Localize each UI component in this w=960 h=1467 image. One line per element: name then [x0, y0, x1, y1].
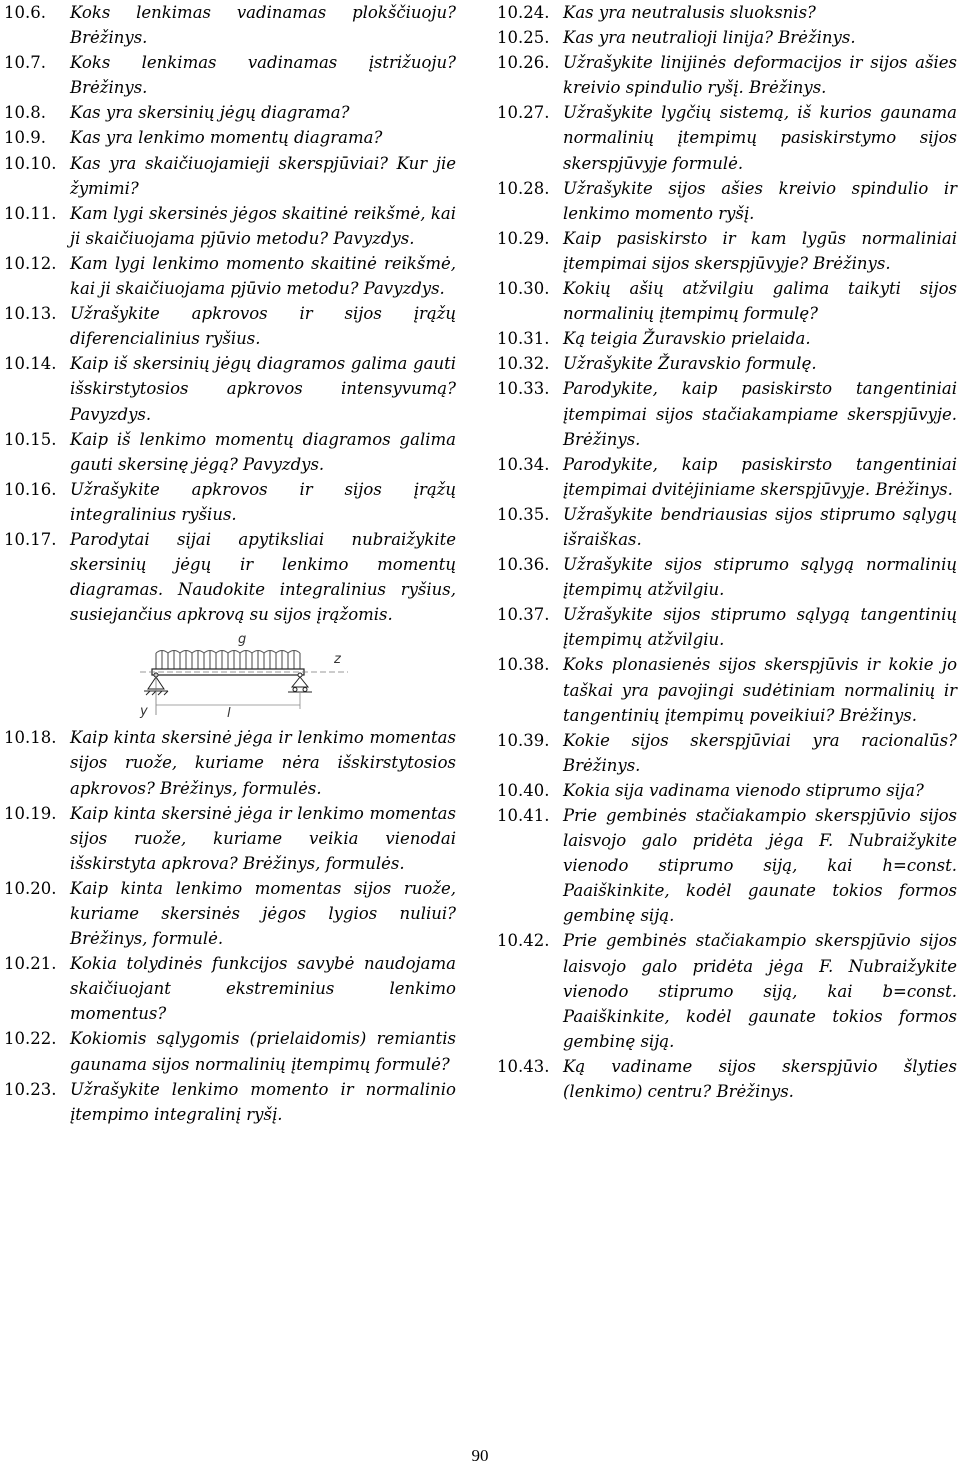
question-text: Kokie sijos skerspjūviai yra racionalūs? Brėžinys. [563, 730, 957, 775]
question-text: Kaip pasiskirsto ir kam lygūs normaliniai įtempimai sijos skerspjūvyje? Brėžinys. [563, 228, 957, 273]
question-10-16 [4, 477, 456, 527]
question-text: Kokių ašių atžvilgiu galima taikyti sijos normalinių įtempimų formulę? [563, 279, 957, 324]
question-10-28 [497, 176, 957, 226]
right-column [497, 0, 957, 1104]
question-number: 10.33. [497, 379, 550, 399]
question-number: 10.15. [4, 429, 57, 449]
question-10-42 [497, 928, 957, 1053]
left-column [4, 0, 456, 1127]
question-number: 10.38. [497, 655, 550, 675]
question-text: Kokiomis sąlygomis (prielaidomis) remiantis gaunama sijos normalinių įtempimų formulė? [70, 1029, 456, 1074]
question-text: Užrašykite bendriausias sijos stiprumo sąlygų išraiškas. [563, 504, 957, 549]
question-10-29 [497, 226, 957, 276]
question-text: Užrašykite sijos ašies kreivio spindulio ir lenkimo momento ryšį. [563, 178, 957, 223]
question-text: Užrašykite linijinės deformacijos ir sijos ašies kreivio spindulio ryšį. Brėžinys. [563, 53, 957, 98]
question-number: 10.28. [497, 178, 550, 198]
question-10-27 [497, 100, 957, 175]
question-text: Kokia sija vadinama vienodo stiprumo sija? [563, 780, 924, 800]
span-length-label: l [227, 706, 231, 722]
question-10-8 [4, 100, 456, 125]
question-number: 10.36. [497, 555, 550, 575]
question-text: Užrašykite apkrovos ir sijos įrąžų integralinius ryšius. [70, 479, 456, 524]
question-number: 10.6. [4, 3, 46, 22]
question-number: 10.25. [497, 28, 550, 48]
question-10-39 [497, 728, 957, 778]
question-number: 10.12. [4, 253, 57, 273]
question-number: 10.34. [497, 454, 550, 474]
question-number: 10.22. [4, 1029, 57, 1049]
question-10-43 [497, 1054, 957, 1104]
question-text: Parodykite, kaip pasiskirsto tangentiniai įtempimai dvitėjiniame skerspjūvyje. Brėžinys. [563, 454, 957, 499]
question-text: Užrašykite apkrovos ir sijos įrąžų diferencialinius ryšius. [70, 304, 456, 349]
question-text: Prie gembinės stačiakampio skerspjūvio sijos laisvojo galo pridėta jėga F. Nubraižykite vienodo stiprumo siją, kai h=const. Paaiškinkite, kodėl gaunate tokios formos gembinę siją. [563, 806, 957, 926]
question-text: Užrašykite sijos stiprumo sąlygą tangentinių įtempimų atžvilgiu. [563, 605, 957, 650]
right-support [288, 673, 312, 692]
load-arrows [156, 651, 300, 669]
question-text: Užrašykite lenkimo momento ir normalinio įtempimo integralinį ryšį. [70, 1079, 456, 1124]
question-number: 10.43. [497, 1056, 550, 1076]
question-number: 10.35. [497, 504, 550, 524]
question-number: 10.30. [497, 279, 550, 299]
question-text: Kas yra neutralusis sluoksnis? [563, 3, 816, 22]
beam-figure [4, 627, 456, 725]
question-text: Užrašykite lygčių sistemą, iš kurios gaunama normalinių įtempimų pasiskirstymo sijos skerspjūvyje formulė. [563, 103, 957, 173]
question-10-14 [4, 351, 456, 426]
question-10-32 [497, 351, 957, 376]
question-10-24 [497, 0, 957, 25]
question-10-11 [4, 201, 456, 251]
z-axis-label: z [334, 652, 341, 668]
question-10-21 [4, 951, 456, 1026]
question-10-19 [4, 801, 456, 876]
question-text: Parodykite, kaip pasiskirsto tangentiniai įtempimai sijos stačiakampiame skerspjūvyje. Brėžinys. [563, 379, 957, 449]
beam-diagram [134, 631, 354, 721]
question-number: 10.23. [4, 1079, 57, 1099]
y-axis-label: y [140, 704, 148, 720]
page-number: 90 [471, 1446, 489, 1465]
question-10-17 [4, 527, 456, 627]
question-text: Kas yra lenkimo momentų diagrama? [70, 128, 383, 148]
question-10-31 [497, 326, 957, 351]
question-10-40 [497, 778, 957, 803]
question-text: Koks lenkimas vadinamas įstrižuoju? Brėžinys. [70, 53, 456, 98]
question-10-20 [4, 876, 456, 951]
question-number: 10.10. [4, 153, 57, 173]
load-curve [156, 651, 300, 654]
question-text: Kaip kinta skersinė jėga ir lenkimo momentas sijos ruože, kuriame nėra išskirstytosios apkrovos? Brėžinys, formulės. [70, 728, 456, 798]
question-10-10 [4, 151, 456, 201]
question-text: Koks plonasienės sijos skerspjūvis ir kokie jo taškai yra pavojingi sudėtiniam normalinių ir tangentinių įtempimų poveikiui? Brėžinys. [563, 655, 957, 725]
beam-body [152, 669, 304, 675]
load-label: g [238, 632, 247, 648]
question-10-15 [4, 427, 456, 477]
question-number: 10.39. [497, 730, 550, 750]
question-10-23 [4, 1077, 456, 1127]
question-number: 10.14. [4, 354, 57, 374]
question-10-12 [4, 251, 456, 301]
question-number: 10.9. [4, 128, 46, 148]
question-text: Kaip iš skersinių jėgų diagramos galima gauti išskirstytosios apkrovos intensyvumą? Pavyzdys. [70, 354, 456, 424]
question-number: 10.8. [4, 103, 46, 123]
question-number: 10.13. [4, 304, 57, 324]
question-10-36 [497, 552, 957, 602]
question-text: Ką teigia Žuravskio prielaida. [563, 329, 811, 349]
question-text: Kam lygi lenkimo momento skaitinė reikšmė, kai ji skaičiuojama pjūvio metodu? Pavyzdys. [70, 253, 456, 299]
question-10-9 [4, 125, 456, 150]
question-number: 10.40. [497, 780, 550, 800]
question-text: Kas yra skersinių jėgų diagrama? [70, 103, 350, 123]
question-number: 10.27. [497, 103, 550, 123]
question-number: 10.11. [4, 203, 57, 223]
question-10-22 [4, 1026, 456, 1076]
question-10-25 [497, 25, 957, 50]
question-10-35 [497, 502, 957, 552]
question-text: Ką vadiname sijos skerspjūvio šlyties (lenkimo) centru? Brėžinys. [563, 1056, 957, 1102]
question-text: Koks lenkimas vadinamas plokščiuoju? Brėžinys. [70, 3, 456, 48]
question-10-34 [497, 452, 957, 502]
question-number: 10.31. [497, 329, 550, 349]
question-10-38 [497, 652, 957, 727]
question-number: 10.29. [497, 228, 550, 248]
question-10-33 [497, 376, 957, 451]
question-10-18 [4, 725, 456, 800]
question-number: 10.19. [4, 803, 57, 823]
question-text: Kaip kinta lenkimo momentas sijos ruože, kuriame skersinės jėgos lygios nuliui? Brėžinys, formulė. [70, 878, 456, 949]
question-number: 10.16. [4, 479, 57, 499]
question-text: Kas yra skaičiuojamieji skerspjūviai? Kur jie žymimi? [70, 153, 456, 198]
question-10-13 [4, 301, 456, 351]
question-number: 10.37. [497, 605, 550, 625]
question-10-7 [4, 50, 456, 100]
question-text: Kam lygi skersinės jėgos skaitinė reikšmė, kai ji skaičiuojama pjūvio metodu? Pavyzdys. [70, 203, 456, 248]
question-number: 10.26. [497, 53, 550, 73]
question-text: Kaip iš lenkimo momentų diagramos galima gauti skersinę jėgą? Pavyzdys. [70, 429, 456, 474]
question-10-30 [497, 276, 957, 326]
question-text: Prie gembinės stačiakampio skerspjūvio sijos laisvojo galo pridėta jėga F. Nubraižykite vienodo stiprumo siją, kai b=const. Paaiškinkite, kodėl gaunate tokios formos gembinę siją. [563, 931, 957, 1051]
question-text: Užrašykite Žuravskio formulę. [563, 354, 817, 374]
question-number: 10.21. [4, 954, 57, 974]
question-text: Užrašykite sijos stiprumo sąlygą normalinių įtempimų atžvilgiu. [563, 555, 957, 600]
question-number: 10.18. [4, 728, 57, 748]
question-10-41 [497, 803, 957, 928]
question-text: Kas yra neutralioji linija? Brėžinys. [563, 28, 856, 48]
question-number: 10.41. [497, 806, 550, 825]
question-number: 10.20. [4, 878, 57, 898]
question-10-26 [497, 50, 957, 100]
question-10-37 [497, 602, 957, 652]
question-10-6 [4, 0, 456, 50]
question-text: Kokia tolydinės funkcijos savybė naudojama skaičiuojant ekstreminius lenkimo momentus? [70, 954, 456, 1024]
question-number: 10.42. [497, 931, 550, 951]
question-number: 10.24. [497, 3, 550, 22]
question-number: 10.17. [4, 529, 57, 549]
question-text: Parodytai sijai apytiksliai nubraižykite skersinių jėgų ir lenkimo momentų diagramas. Naudokite integralinius ryšius, susiejančius apkrovą su sijos įrąžomis. [70, 529, 456, 625]
question-text: Kaip kinta skersinė jėga ir lenkimo momentas sijos ruože, kuriame veikia vienodai išskirstyta apkrova? Brėžinys, formulės. [70, 803, 456, 873]
question-number: 10.32. [497, 354, 550, 374]
question-number: 10.7. [4, 53, 46, 73]
